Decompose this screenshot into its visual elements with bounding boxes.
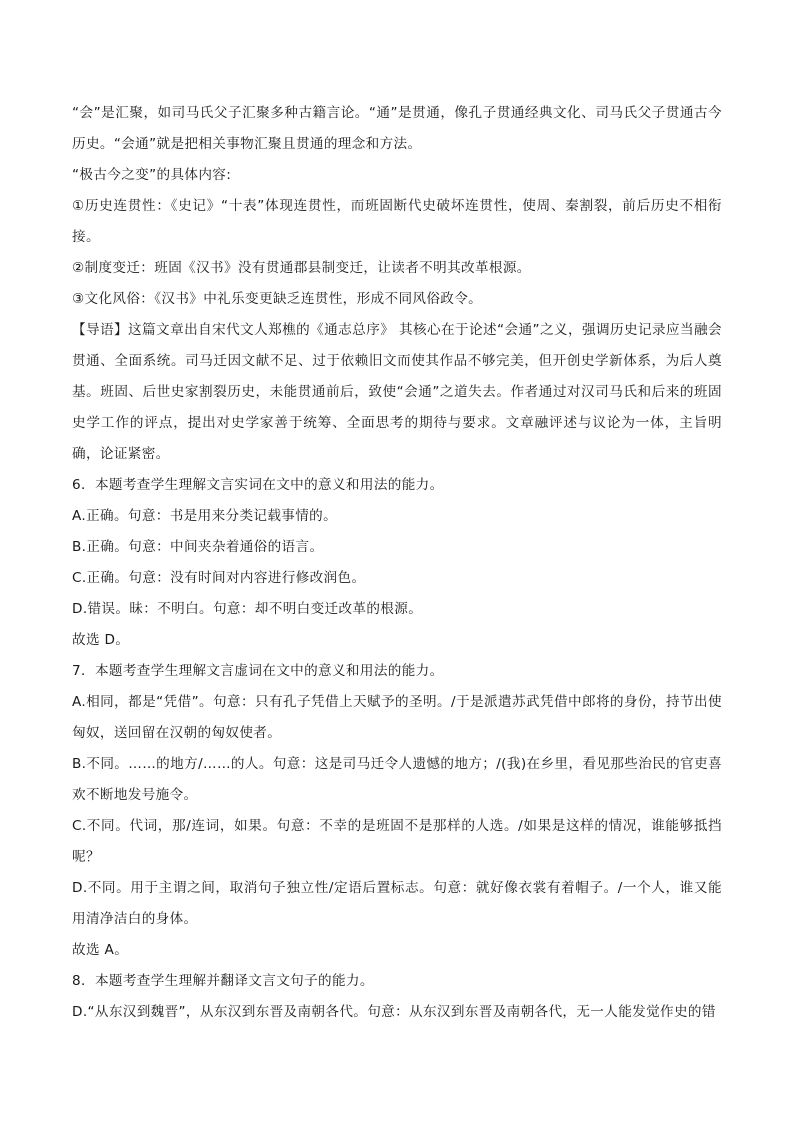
document-page (72, 98, 722, 1028)
question-6-option-b: B.正确。句意：中间夹杂着通俗的语言。 (72, 539, 324, 555)
question-7-option-b: B.不同。……的地方/……的人。句意：这是司马迁令人遗憾的地方；/(我)在乡里，看见那些治民的官吏喜欢不断地发号施令。 (72, 756, 722, 803)
question-6-option-d: D.错误。昧：不明白。句意：却不明白变迁改革的根源。 (72, 601, 423, 617)
question-6-answer: 故选 D。 (72, 632, 130, 648)
paragraph-point-3: ③文化风俗：《汉书》中礼乐变更缺乏连贯性，形成不同风俗政令。 (72, 291, 483, 307)
question-7-option-c: C.不同。代词，那/连词，如果。句意：不幸的是班固不是那样的人选。/如果是这样的情况，谁能够抵挡呢？ (72, 818, 722, 865)
question-7-option-a: A.相同，都是“凭借”。句意：只有孔子凭借上天赋予的圣明。/于是派遣苏武凭借中郎将的身份，持节出使匈奴，送回留在汉朝的匈奴使者。 (72, 694, 722, 741)
question-6-heading: 6．本题考查学生理解文言实词在文中的意义和用法的能力。 (72, 477, 444, 493)
question-6-option-c: C.正确。句意：没有时间对内容进行修改润色。 (72, 570, 366, 586)
question-8-option-d: D.“从东汉到魏晋”，从东汉到东晋及南朝各代。句意：从东汉到东晋及南朝各代，无一人能发觉作史的错 (72, 1004, 716, 1020)
question-7-heading: 7．本题考查学生理解文言虚词在文中的意义和用法的能力。 (72, 663, 444, 679)
question-8-heading: 8．本题考查学生理解并翻译文言文句子的能力。 (72, 973, 374, 989)
question-6-option-a: A.正确。句意：书是用来分类记载事情的。 (72, 508, 338, 524)
paragraph-huitong-definition: “会”是汇聚，如司马氏父子汇聚多种古籍言论。“通”是贯通，像孔子贯通经典文化、司马氏父子贯通古今历史。“会通”就是把相关事物汇聚且贯通的理念和方法。 (72, 105, 722, 152)
question-7-option-d: D.不同。用于主谓之间，取消句子独立性/定语后置标志。句意：就好像衣裳有着帽子。/一个人，谁又能用清净洁白的身体。 (72, 880, 722, 927)
paragraph-point-2: ②制度变迁：班固《汉书》没有贯通郡县制变迁，让读者不明其改革根源。 (72, 260, 531, 276)
paragraph-point-1: ①历史连贯性：《史记》“十表”体现连贯性，而班固断代史破坏连贯性，使周、秦割裂，前后历史不相衔接。 (72, 198, 722, 245)
paragraph-gujin-heading: “极古今之变”的具体内容: (72, 167, 232, 183)
paragraph-daoyu: 【导语】这篇文章出自宋代文人郑樵的《通志总序》 其核心在于论述“会通”之义，强调历史记录应当融会贯通、全面系统。司马迁因文献不足、过于依赖旧文而使其作品不够完美，但开创史学新体系，为后人奠基。班固、后世史家割裂历史，未能贯通前后，致使“会通”之道失去。作者通过对汉司马氏和后来的班固史学工作的评点，提出对史学家善于统筹、全面思考的期待与要求。文章融评述与议论为一体，主旨明确，论证紧密。 (72, 322, 722, 462)
question-7-answer: 故选 A。 (72, 942, 129, 958)
